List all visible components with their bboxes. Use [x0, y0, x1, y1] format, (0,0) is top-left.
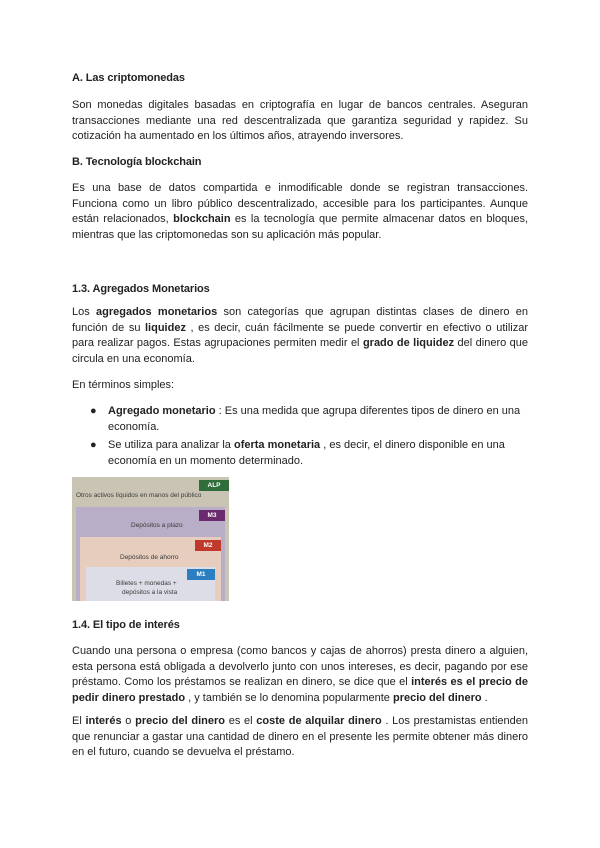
list-item: ● Agregado monetario : Es una medida que agrupa diferentes tipos de dinero en una economía.: [90, 405, 521, 433]
paragraph-precio-dinero: El interés o precio del dinero es el coste de alquilar dinero . Los prestamistas entienden que renunciar a gastar una cantidad de dinero en el presente les permite obtener más dinero en el futuro, cuando se devuelva el préstamo.: [72, 715, 528, 758]
paragraph-blockchain: Es una base de datos compartida e inmodificable donde se registran transacciones. Funciona como un libro público descentralizado, accesible para los participantes. Aunque están relacionados, blockchain es la tecnología que permite almacenar datos en bloques, mientras que las criptomonedas son su aplicación más popular.: [72, 182, 528, 241]
monetary-aggregates-figure: [72, 477, 229, 601]
paragraph-agregados: Los agregados monetarios son categorías que agrupan distintas clases de dinero en función de su liquidez , es decir, cuán fácilmente se puede convertir en efectivo o utilizar para realizar pagos. Estas agrupaciones permiten medir el grado de liquidez del dinero que circula en una economía.: [72, 306, 529, 365]
tag-alp: ALP: [199, 480, 229, 491]
heading-criptomonedas: A. Las criptomonedas: [72, 72, 185, 84]
paragraph-tipo-interes: Cuando una persona o empresa (como bancos y cajas de ahorros) presta dinero a alguien, esta persona está obligada a devolverlo junto con unos intereses, es decir, pagando por ese préstamo. Como los préstamos se realizan en dinero, se dice que el interés es el precio de pedir dinero prestado , y también se lo denomina popularmente precio del dinero .: [72, 645, 528, 704]
label-m1-line2: depósitos a la vista: [122, 589, 178, 596]
heading-agregados-monetarios: 1.3. Agregados Monetarios: [72, 283, 210, 295]
tag-m1: M1: [187, 569, 215, 580]
tag-m3: M3: [199, 510, 225, 521]
label-m3: Depósitos a plazo: [131, 522, 183, 529]
paragraph-terminos-simples: En términos simples:: [72, 379, 175, 391]
paragraph-criptomonedas: Son monedas digitales basadas en criptografía en lugar de bancos centrales. Aseguran transacciones mediante una red descentralizada que garantiza seguridad y rapidez. Su cotización ha aumentado en los últimos años, atrayendo inversores.: [72, 99, 528, 142]
tag-m2: M2: [195, 540, 221, 551]
label-m2: Depósitos de ahorro: [120, 554, 179, 561]
heading-tipo-de-interes: 1.4. El tipo de interés: [72, 619, 180, 631]
bullet-list: [90, 404, 528, 472]
bullet-icon: ●: [90, 439, 97, 451]
heading-blockchain: B. Tecnología blockchain: [72, 156, 202, 168]
label-alp: Otros activos líquidos en manos del público: [76, 492, 202, 499]
label-m1-line1: Billetes + monedas +: [116, 580, 177, 587]
list-item: ● Se utiliza para analizar la oferta monetaria , es decir, el dinero disponible en una economía en un momento determinado.: [90, 439, 505, 467]
bullet-icon: ●: [90, 405, 97, 417]
layer-m1: [86, 567, 215, 601]
